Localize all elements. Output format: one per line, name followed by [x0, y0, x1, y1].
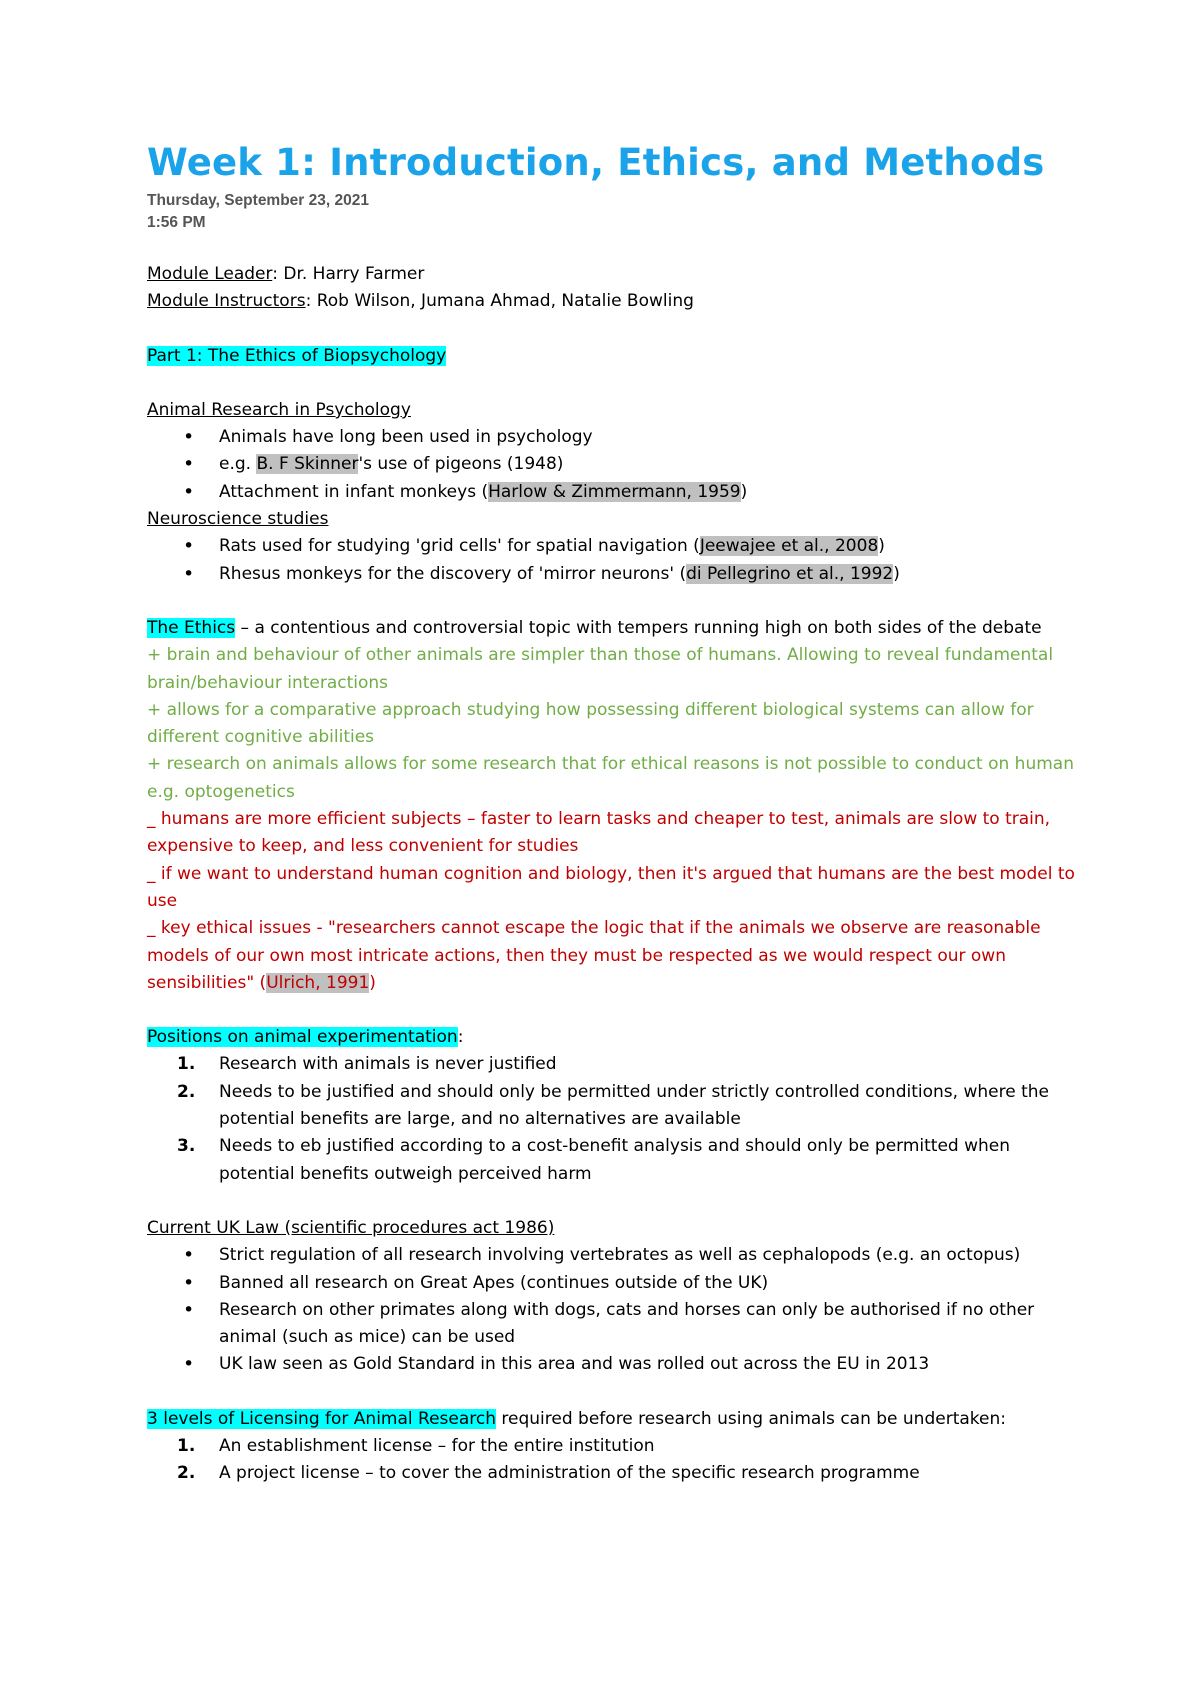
citation-highlight: di Pellegrino et al., 1992: [686, 563, 894, 584]
animal-research-list: [147, 424, 1077, 506]
ethics-label: The Ethics: [147, 617, 236, 638]
list-item: • Strict regulation of all research involving vertebrates as well as cephalopods (e.g. an octopus): [147, 1242, 1077, 1269]
list-item: • Rats used for studying 'grid cells' for spatial navigation (Jeewajee et al., 2008): [147, 533, 1077, 560]
list-item: 1. Research with animals is never justified: [177, 1054, 557, 1075]
ethics-pro-point: + research on animals allows for some research that for ethical reasons is not possible to conduct on human e.g. optogenetics: [147, 754, 1074, 802]
list-item: • Attachment in infant monkeys (Harlow & Zimmermann, 1959): [147, 479, 1077, 506]
ethics-con-point: _ humans are more efficient subjects – faster to learn tasks and cheaper to test, animals are slow to train, expensive to keep, and less convenient for studies: [147, 809, 1051, 857]
module-leader-label: Module Leader: [147, 264, 273, 284]
animal-research-heading: Animal Research in Psychology: [147, 399, 411, 420]
positions-list: [147, 1051, 1077, 1187]
ethics-con-point: _ if we want to understand human cognition and biology, then it's argued that humans are the best model to use: [147, 863, 1075, 911]
note-date: Thursday, September 23, 2021: [147, 192, 369, 209]
ethics-intro: The Ethics – a contentious and controversial topic with tempers running high on both sides of the debate: [147, 617, 1042, 638]
list-item: • Research on other primates along with dogs, cats and horses can only be authorised if no other animal (such as mice) can be used: [147, 1297, 1077, 1352]
page-title: Week 1: Introduction, Ethics, and Methods: [147, 141, 1045, 184]
licensing-list: [147, 1433, 1077, 1488]
citation-highlight: Harlow & Zimmermann, 1959: [488, 481, 741, 502]
neuroscience-list: [147, 533, 1077, 588]
part1-heading: Part 1: The Ethics of Biopsychology: [147, 345, 447, 366]
module-leader-line: [147, 261, 1077, 288]
module-leader-value: : Dr. Harry Farmer: [272, 264, 425, 284]
licensing-heading: 3 levels of Licensing for Animal Research required before research using animals can be undertaken:: [147, 1408, 1006, 1429]
list-item: 2. Needs to be justified and should only be permitted under strictly controlled conditions, where the potential benefits are large, and no alternatives are available: [177, 1081, 1049, 1130]
module-instructors-value: : Rob Wilson, Jumana Ahmad, Natalie Bowling: [305, 291, 694, 312]
document-page: [147, 140, 1077, 1488]
note-time: 1:56 PM: [147, 214, 206, 231]
neuroscience-heading: Neuroscience studies: [147, 509, 329, 530]
list-item: • Rhesus monkeys for the discovery of 'mirror neurons' (di Pellegrino et al., 1992): [147, 561, 1077, 588]
module-instructors-label: Module Instructors: [147, 291, 306, 312]
list-item: • e.g. B. F Skinner's use of pigeons (1948): [147, 451, 1077, 478]
list-item: • Animals have long been used in psychology: [147, 424, 1077, 451]
citation-highlight: Jeewajee et al., 2008: [699, 536, 879, 557]
citation-highlight: B. F Skinner: [256, 454, 359, 475]
list-item: 3. Needs to eb justified according to a cost-benefit analysis and should only be permitted when potential benefits outweigh perceived harm: [177, 1136, 1011, 1184]
list-item: • Banned all research on Great Apes (continues outside of the UK): [147, 1270, 1077, 1297]
module-instructors-line: [147, 288, 1077, 315]
list-item: 1. An establishment license – for the entire institution: [177, 1435, 655, 1456]
ethics-pro-point: + brain and behaviour of other animals are simpler than those of humans. Allowing to reveal fundamental brain/behaviour interactions: [147, 645, 1054, 693]
uk-law-list: [147, 1242, 1077, 1378]
list-item: • UK law seen as Gold Standard in this area and was rolled out across the EU in 2013: [147, 1351, 1077, 1378]
ethics-pro-point: + allows for a comparative approach studying how possessing different biological systems can allow for different cognitive abilities: [147, 699, 1034, 748]
citation-highlight: Ulrich, 1991: [266, 972, 370, 993]
uk-law-heading: Current UK Law (scientific procedures act 1986): [147, 1217, 555, 1238]
positions-heading: Positions on animal experimentation:: [147, 1027, 464, 1048]
list-item: 2. A project license – to cover the administration of the specific research programme: [177, 1463, 920, 1484]
ethics-con-point: _ key ethical issues - "researchers cannot escape the logic that if the animals we observe are reasonable models of our own most intricate actions, then they must be respected as we would respect our own sensibilities" (Ulrich, 1991): [147, 918, 1041, 993]
